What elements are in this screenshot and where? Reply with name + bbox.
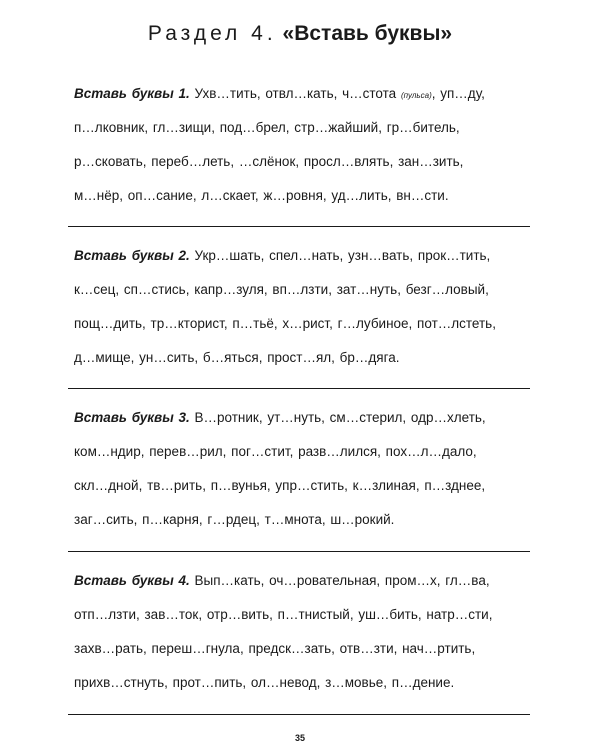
section-number: Раздел 4.	[147, 22, 277, 45]
divider-rule	[68, 551, 530, 552]
exercise-4-line-4: прихв…стнуть, прот…пить, ол…невод, з…мовье, п…дение.	[74, 675, 455, 690]
exercise-3-label: Вставь буквы 3.	[74, 410, 190, 425]
exercise-3	[74, 410, 534, 528]
exercise-1-line-2: п…лковник, гл…зищи, под…брел, стр…жайший, гр…битель,	[74, 120, 460, 135]
exercise-1-line-4: м…нёр, оп…сание, л…скает, ж…ровня, уд…лить, вн…сти.	[74, 188, 449, 203]
section-title: «Вставь буквы»	[282, 22, 453, 45]
exercise-4	[74, 573, 534, 691]
divider-rule	[68, 226, 530, 227]
exercise-1	[74, 86, 534, 204]
exercise-4-line-2: отп…лзти, зав…ток, отр…вить, п…тнистый, уш…бить, натр…сти,	[74, 607, 493, 622]
exercise-3-line-1	[74, 410, 534, 426]
exercise-1-line-1	[74, 86, 534, 102]
exercise-2-text: Укр…шать, спел…нать, узн…вать, прок…тить,	[189, 248, 491, 263]
exercise-2-line-3: пощ…дить, тр…кторист, п…тьё, х…рист, г…лубиное, пот…лстеть,	[74, 316, 496, 331]
exercise-1-text-b: , уп…ду,	[431, 86, 485, 101]
exercise-4-label: Вставь буквы 4.	[74, 573, 190, 588]
exercise-2-label: Вставь буквы 2.	[74, 248, 190, 263]
exercise-3-line-3: скл…дной, тв…рить, п…вунья, упр…стить, к…злиная, п…зднее,	[74, 478, 486, 493]
exercise-1-gloss: (пульса)	[400, 91, 432, 100]
exercise-3-line-2: ком…ндир, перев…рил, пог…стит, разв…лился, пох…л…дало,	[74, 444, 477, 459]
exercise-1-text-a: Ухв…тить, отвл…кать, ч…стота	[189, 86, 401, 101]
exercise-4-text: Вып…кать, оч…ровательная, пром…х, гл…ва,	[189, 573, 490, 588]
exercise-2	[74, 248, 534, 366]
exercise-4-line-1	[74, 573, 534, 589]
page-number: 35	[294, 733, 305, 743]
exercise-1-label: Вставь буквы 1.	[74, 86, 190, 101]
exercise-2-line-4: д…мище, ун…сить, б…яться, прост…ял, бр…дяга.	[74, 350, 400, 365]
exercise-2-line-2: к…сец, сп…стись, капр…зуля, вп…лзти, зат…нуть, безг…ловый,	[74, 282, 489, 297]
section-heading	[0, 20, 600, 48]
exercise-3-text: В…ротник, ут…нуть, см…стерил, одр…хлеть,	[189, 410, 486, 425]
exercise-4-line-3: захв…рать, переш…гнула, предск…зать, отв…зти, нач…ртить,	[74, 641, 476, 656]
exercise-2-line-1	[74, 248, 534, 264]
exercise-3-line-4: заг…сить, п…карня, г…рдец, т…мнота, ш…рокий.	[74, 512, 395, 527]
divider-rule	[68, 388, 530, 389]
divider-rule	[68, 714, 530, 715]
exercise-1-line-3: р…сковать, переб…леть, …слёнок, просл…влять, зан…зить,	[74, 154, 464, 169]
